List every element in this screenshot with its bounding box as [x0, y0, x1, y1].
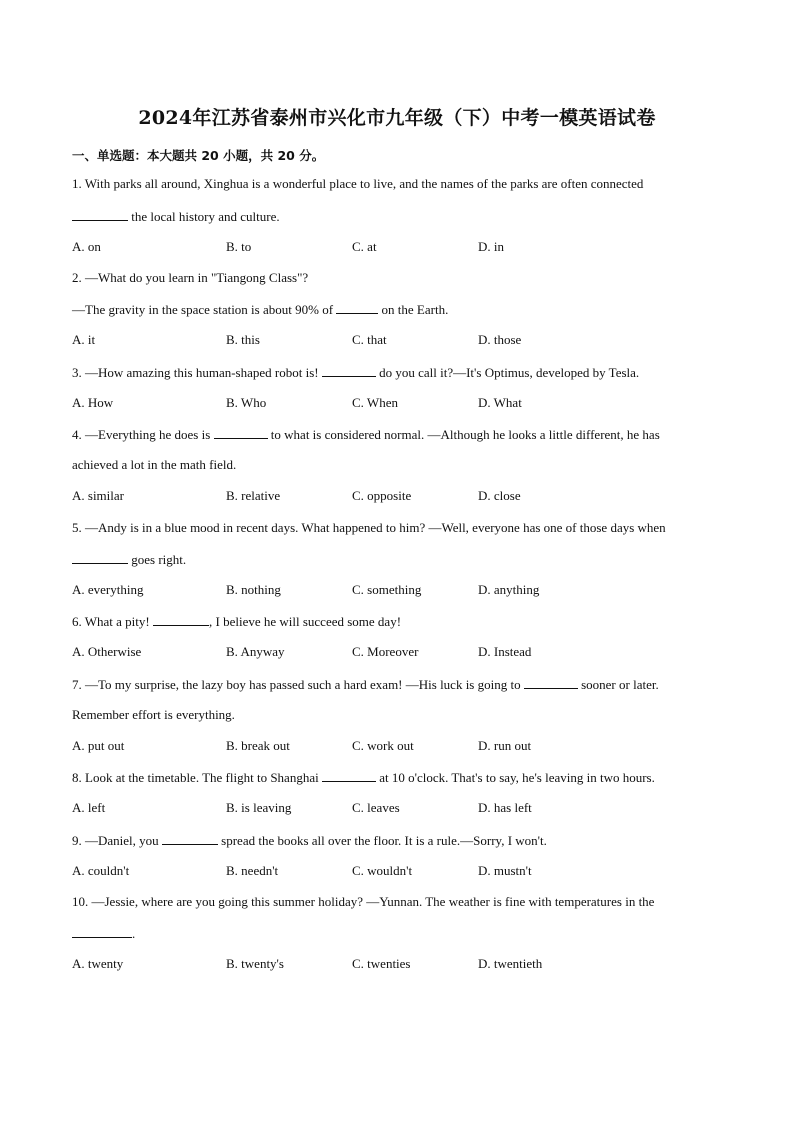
question-6-line-1: 6. What a pity! , I believe he will succeed some day! [72, 614, 402, 629]
option-c[interactable]: C. wouldn't [352, 863, 413, 878]
option-a[interactable]: A. similar [72, 488, 124, 503]
question-2-line-1: 2. —What do you learn in "Tiangong Class"? [72, 270, 309, 285]
answer-blank [524, 676, 578, 689]
option-b[interactable]: B. twenty's [226, 956, 284, 971]
option-d[interactable]: D. in [478, 239, 504, 254]
option-d[interactable]: D. anything [478, 582, 540, 597]
page-title: 2024年江苏省泰州市兴化市九年级（下）中考一模英语试卷 [138, 107, 656, 129]
option-b[interactable]: B. nothing [226, 582, 281, 597]
section-heading: 一、单选题：本大题共 20 小题，共 20 分。 [72, 148, 325, 163]
option-b[interactable]: B. needn't [226, 863, 279, 878]
option-a[interactable]: A. twenty [72, 956, 124, 971]
answer-blank [322, 769, 376, 782]
question-9-line-1: 9. —Daniel, you spread the books all over the floor. It is a rule.—Sorry, I won't. [72, 833, 547, 848]
option-d[interactable]: D. mustn't [478, 863, 532, 878]
option-b[interactable]: B. Anyway [226, 644, 285, 659]
option-d[interactable]: D. run out [478, 738, 532, 753]
option-b[interactable]: B. relative [226, 488, 281, 503]
question-1-line-1: 1. With parks all around, Xinghua is a wonderful place to live, and the names of the parks are often connected [72, 176, 644, 191]
option-a[interactable]: A. How [72, 395, 114, 410]
option-a[interactable]: A. left [72, 800, 106, 815]
question-4-line-2: achieved a lot in the math field. [72, 457, 237, 472]
option-a[interactable]: A. put out [72, 738, 125, 753]
option-c[interactable]: C. something [352, 582, 422, 597]
option-b[interactable]: B. to [226, 239, 252, 254]
option-d[interactable]: D. What [478, 395, 522, 410]
option-d[interactable]: D. Instead [478, 644, 532, 659]
question-3-line-1: 3. —How amazing this human-shaped robot is! do you call it?—It's Optimus, developed by Tesla. [72, 365, 640, 380]
question-7-line-1: 7. —To my surprise, the lazy boy has passed such a hard exam! —His luck is going to sooner or later. [72, 677, 659, 692]
option-b[interactable]: B. Who [226, 395, 267, 410]
option-c[interactable]: C. that [352, 332, 387, 347]
question-1-line-2: the local history and culture. [72, 208, 280, 225]
option-a[interactable]: A. everything [72, 582, 144, 597]
option-c[interactable]: C. twenties [352, 956, 411, 971]
option-c[interactable]: C. work out [352, 738, 414, 753]
question-5-line-1: 5. —Andy is in a blue mood in recent days. What happened to him? —Well, everyone has one of those days when [72, 520, 666, 535]
answer-blank [72, 925, 132, 938]
option-a[interactable]: A. on [72, 239, 101, 254]
answer-blank [72, 208, 128, 221]
option-d[interactable]: D. close [478, 488, 521, 503]
answer-blank [162, 832, 218, 845]
question-7-line-2: Remember effort is everything. [72, 707, 235, 722]
option-d[interactable]: D. has left [478, 800, 532, 815]
option-a[interactable]: A. Otherwise [72, 644, 142, 659]
question-2-line-2: —The gravity in the space station is about 90% of on the Earth. [72, 302, 449, 317]
option-c[interactable]: C. When [352, 395, 398, 410]
question-10-line-1: 10. —Jessie, where are you going this summer holiday? —Yunnan. The weather is fine with temperatures in the [72, 894, 655, 909]
answer-blank [214, 426, 268, 439]
question-10-line-2: . [72, 925, 135, 942]
question-4-line-1: 4. —Everything he does is to what is considered normal. —Although he looks a little different, he has [72, 427, 660, 442]
option-a[interactable]: A. couldn't [72, 863, 130, 878]
option-c[interactable]: C. leaves [352, 800, 400, 815]
question-8-line-1: 8. Look at the timetable. The flight to Shanghai at 10 o'clock. That's to say, he's leaving in two hours. [72, 770, 655, 785]
option-d[interactable]: D. those [478, 332, 522, 347]
option-c[interactable]: C. at [352, 239, 377, 254]
answer-blank [72, 551, 128, 564]
option-b[interactable]: B. this [226, 332, 260, 347]
answer-blank [153, 613, 209, 626]
option-a[interactable]: A. it [72, 332, 96, 347]
option-c[interactable]: C. Moreover [352, 644, 419, 659]
question-5-line-2: goes right. [72, 551, 186, 568]
option-d[interactable]: D. twentieth [478, 956, 543, 971]
option-c[interactable]: C. opposite [352, 488, 412, 503]
answer-blank [336, 301, 378, 314]
answer-blank [322, 364, 376, 377]
option-b[interactable]: B. break out [226, 738, 290, 753]
option-b[interactable]: B. is leaving [226, 800, 292, 815]
